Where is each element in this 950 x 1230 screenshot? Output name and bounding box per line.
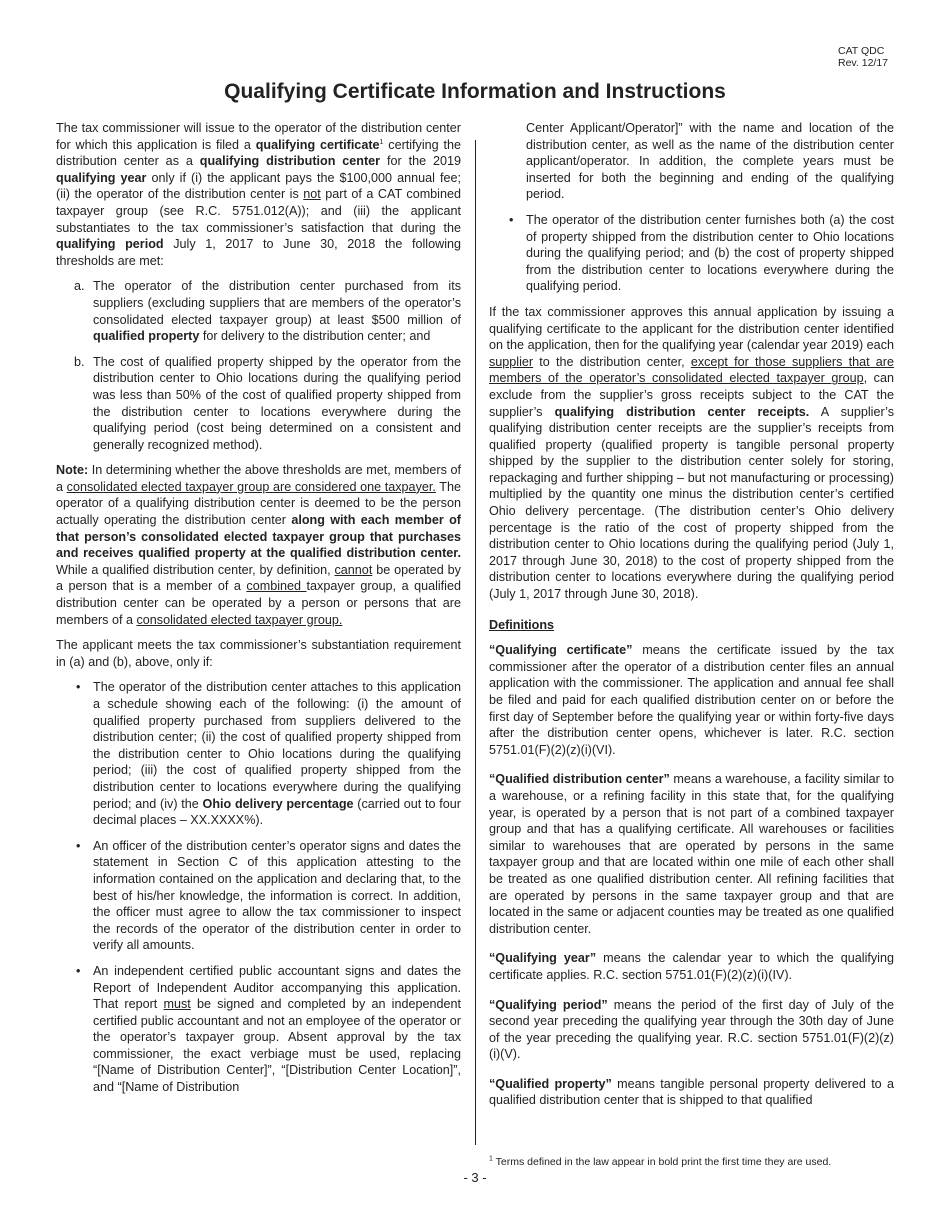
left-column: [56, 120, 461, 1105]
list-item-b: b. The cost of qualified property shipped by the operator from the distribution center to Ohio locations during the qualifying period was less than 50% of the cost of qualified property shipped from the distribution center to locations everywhere during the qualifying period (cost being determined on a consistent and generally recognized method).: [74, 354, 461, 452]
footnote: $^1$ Terms defined in the law appear in bold print the first time they are used.: [489, 1155, 832, 1168]
definition-qualifying-year: “Qualifying year” means the calendar year to which the qualifying certificate applies. R.C. section 5751.01(F)(2)(z)(i)(IV).: [489, 951, 894, 982]
form-code: CAT QDC: [838, 45, 885, 57]
form-id: [838, 45, 888, 69]
definition-qualifying-certificate: “Qualifying certificate” means the certificate issued by the tax commissioner after the operator of a distribution center files an annual application with the commissioner. The application and annual fee shall be filed and paid for each qualified distribution center on or before the first day of September before the qualifying year or within forty-five days after the distribution center opens, whichever is later. R.C. section 5751.01(F)(2)(z)(i)(VI).: [489, 643, 894, 757]
requirement-list: [56, 679, 461, 1095]
column-divider: [475, 140, 476, 1145]
approval-paragraph: If the tax commissioner approves this annual application by issuing a qualifying certificate to the applicant for the distribution center identified on the application, then for the qualifying year (calendar year 2019) each supplier to the distribution center, except for those suppliers that are members of the operator’s consolidated elected taxpayer group, can exclude from the supplier’s gross receipts subject to the CAT the supplier’s qualifying distribution center receipts. A supplier’s qualifying distribution center receipts are the supplier’s receipts from qualified property (qualified property is tangible personal property shipped by the supplier to the distribution center solely for storing, repackaging and further shipping – but not manufacturing or processing) multiplied by the quantity one minus the distribution center’s certified Ohio delivery percentage. (The distribution center’s Ohio delivery percentage is the ratio of the cost of property shipped from the distribution center to Ohio locations during the qualifying period (July 1, 2017 through June 30, 2018) to the cost of property shipped from the distribution center to locations everywhere during the qualifying period (July 1, 2017 through June 30, 2018).: [489, 304, 895, 602]
threshold-list: [56, 278, 461, 453]
intro-paragraph: The tax commissioner will issue to the operator of the distribution center for which this application is filed a qualifying certificate$^1$ certifying the distribution center as a qualifying distribution center for the 2019 qualifying year only if (i) the applicant pays the $100,000 annual fee; (ii) the operator of the distribution center is not part of a CAT combined taxpayer group (see R.C. 5751.012(A)); and (iii) the applicant substantiates to the tax commissioner’s satisfaction that during the qualifying period July 1, 2017 to June 30, 2018 the following thresholds are met:: [56, 121, 461, 268]
definition-qualified-distribution-center: “Qualified distribution center” means a warehouse, a facility similar to a warehouse, or a refining facility in this state that, for the qualifying year, is operated by a person that is not part of a combined taxpayer group and that has a qualifying certificate. All warehouses or facilities similar to warehouses that are operated by persons in the same taxpayer group and that are located within one mile of each other shall be treated as one qualified distribution center. All refining facilities that are operated by persons in the same taxpayer group and that are located in the same or adjacent counties may be treated as one qualified distribution center.: [489, 772, 895, 936]
requirement-list-continued: [489, 212, 894, 295]
bullet-continuation: Center Applicant/Operator]” with the name and location of the distribution center, as well as the name of the distribution center applicant/operator. In addition, the complete years must be inserted for both the beginning and ending of the qualifying period.: [526, 121, 894, 202]
definitions-list: [489, 642, 894, 1109]
definition-qualifying-period: “Qualifying period” means the period of the first day of July of the second year preceding the qualifying year through the 30th day of June of the year preceding the qualifying year. R.C. section 5751.01(F)(2)(z)(i)(V).: [489, 997, 894, 1062]
page-number: - 3 -: [463, 1170, 487, 1185]
list-item: • An officer of the distribution center’s operator signs and dates the statement in Section C of this application attesting to the information contained on the application and declaring that, to the best of his/her knowledge, the information is correct. In addition, the officer must agree to allow the tax commissioner to inspect the records of the operator of the distribution center in order to verify all amounts.: [76, 838, 461, 953]
definition-qualified-property: “Qualified property” means tangible personal property delivered to a qualified distribution center that is shipped to that qualified: [489, 1076, 894, 1108]
list-item: • The operator of the distribution center attaches to this application a schedule showing each of the following: (i) the amount of qualified property purchased from suppliers delivered to the distribution center; (ii) the cost of qualified property shipped from the distribution center to Ohio locations during the qualifying period; (iii) the cost of qualified property shipped from the distribution center to locations everywhere during the qualifying period; and (iv) the Ohio delivery percentage (carried out to four decimal places – XX.XXXX%).: [76, 680, 461, 828]
note-paragraph: Note: In determining whether the above thresholds are met, members of a consolidated elected taxpayer group are considered one taxpayer. The operator of a qualifying distribution center is deemed to be the person actually operating the distribution center along with each member of that person’s consolidated elected taxpayer group that purchases and receives qualified property at the qualified distribution center. While a qualified distribution center, by definition, cannot be operated by a person that is a member of a combined taxpayer group, a qualified distribution center can be operated by a person or persons that are members of a consolidated elected taxpayer group.: [56, 463, 462, 627]
substantiation-paragraph: The applicant meets the tax commissioner’s substantiation requirement in (a) and (b), above, only if:: [56, 638, 461, 669]
right-column: [489, 120, 894, 1122]
list-item-a: a. The operator of the distribution center purchased from its suppliers (excluding suppliers that are members of the operator’s consolidated elected taxpayer group) at least $500 million of qualified property for delivery to the distribution center; and: [74, 279, 461, 344]
definitions-heading: Definitions: [489, 617, 555, 632]
list-item: • The operator of the distribution center furnishes both (a) the cost of property shipped from the distribution center to Ohio locations during the qualifying period; and (b) the cost of property shipped from the distribution center to locations everywhere during the qualifying period.: [509, 212, 894, 294]
page-title: Qualifying Certificate Information and Instructions: [224, 80, 726, 103]
list-item: • An independent certified public accountant signs and dates the Report of Independent Auditor accompanying this application. That report must be signed and completed by an independent certified public accountant and not an employee of the operator or the operator’s taxpayer group. Absent approval by the tax commissioner, the exact verbiage must be used, replacing “[Name of Distribution Center]”, “[Distribution Center Location]”, and “[Name of Distribution: [76, 963, 461, 1095]
form-revision: Rev. 12/17: [838, 57, 889, 69]
